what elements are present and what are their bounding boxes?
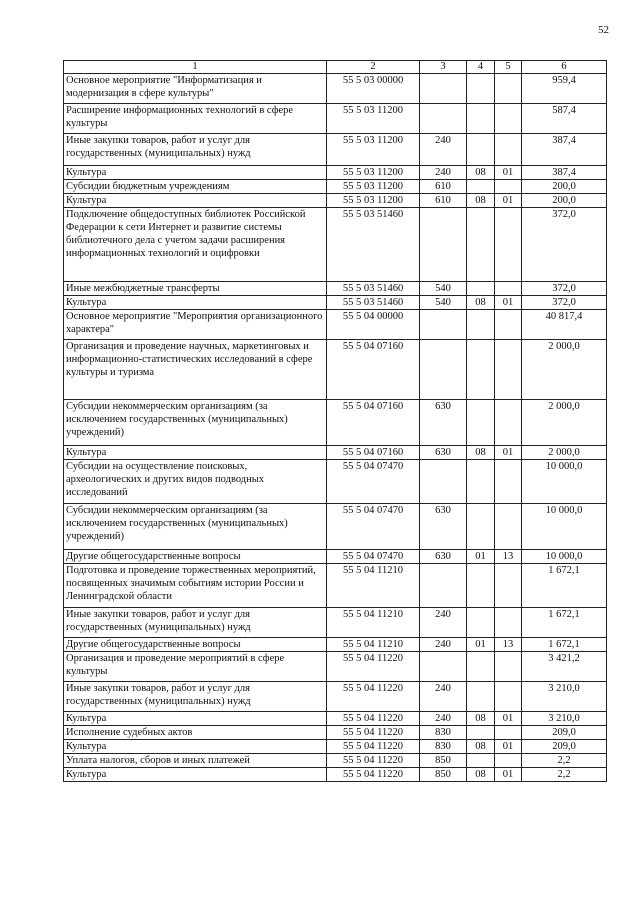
row-code: 55 5 04 11220 xyxy=(327,682,420,712)
row-subsection xyxy=(495,208,522,282)
row-code: 55 5 04 07470 xyxy=(327,550,420,564)
row-amount: 3 210,0 xyxy=(522,712,607,726)
row-code: 55 5 03 11200 xyxy=(327,104,420,134)
row-amount: 2 000,0 xyxy=(522,400,607,446)
row-name: Исполнение судебных актов xyxy=(64,726,327,740)
row-subsection: 13 xyxy=(495,550,522,564)
table-row xyxy=(64,74,607,104)
row-code: 55 5 03 51460 xyxy=(327,296,420,310)
row-code: 55 5 04 11220 xyxy=(327,768,420,782)
table-row xyxy=(64,608,607,638)
table-row xyxy=(64,296,607,310)
row-expense-type: 240 xyxy=(420,134,467,166)
row-section: 08 xyxy=(467,194,495,208)
row-amount: 387,4 xyxy=(522,134,607,166)
row-section: 08 xyxy=(467,296,495,310)
row-code: 55 5 03 11200 xyxy=(327,166,420,180)
table-row xyxy=(64,638,607,652)
table-row xyxy=(64,446,607,460)
table-row xyxy=(64,134,607,166)
table-row xyxy=(64,180,607,194)
row-subsection: 01 xyxy=(495,446,522,460)
row-section: 08 xyxy=(467,768,495,782)
row-amount: 2 000,0 xyxy=(522,446,607,460)
row-expense-type xyxy=(420,74,467,104)
row-expense-type xyxy=(420,310,467,340)
row-amount: 2 000,0 xyxy=(522,340,607,400)
row-expense-type: 850 xyxy=(420,768,467,782)
row-name: Другие общегосударственные вопросы xyxy=(64,638,327,652)
row-expense-type: 630 xyxy=(420,400,467,446)
row-section xyxy=(467,400,495,446)
row-subsection xyxy=(495,134,522,166)
row-subsection xyxy=(495,504,522,550)
table-row xyxy=(64,754,607,768)
row-expense-type: 630 xyxy=(420,504,467,550)
row-section xyxy=(467,754,495,768)
row-code: 55 5 03 51460 xyxy=(327,282,420,296)
row-code: 55 5 04 07470 xyxy=(327,504,420,550)
row-subsection: 01 xyxy=(495,166,522,180)
header-col-1: 1 xyxy=(64,61,327,74)
row-code: 55 5 04 11210 xyxy=(327,608,420,638)
row-name: Культура xyxy=(64,712,327,726)
row-name: Субсидии некоммерческим организациям (за исключением государственных (муниципальных) учреждений) xyxy=(64,400,327,446)
header-col-3: 3 xyxy=(420,61,467,74)
row-subsection xyxy=(495,652,522,682)
row-expense-type: 630 xyxy=(420,550,467,564)
row-code: 55 5 03 11200 xyxy=(327,134,420,166)
row-subsection xyxy=(495,608,522,638)
row-subsection xyxy=(495,564,522,608)
table-row xyxy=(64,310,607,340)
row-name: Расширение информационных технологий в сфере культуры xyxy=(64,104,327,134)
row-expense-type: 240 xyxy=(420,638,467,652)
row-amount: 200,0 xyxy=(522,180,607,194)
row-name: Организация и проведение мероприятий в сфере культуры xyxy=(64,652,327,682)
row-amount: 2,2 xyxy=(522,754,607,768)
row-code: 55 5 04 11210 xyxy=(327,564,420,608)
row-amount: 209,0 xyxy=(522,740,607,754)
row-subsection: 13 xyxy=(495,638,522,652)
row-name: Культура xyxy=(64,166,327,180)
row-name: Иные закупки товаров, работ и услуг для государственных (муниципальных) нужд xyxy=(64,682,327,712)
row-expense-type: 830 xyxy=(420,726,467,740)
row-subsection xyxy=(495,400,522,446)
row-amount: 1 672,1 xyxy=(522,638,607,652)
row-subsection: 01 xyxy=(495,194,522,208)
row-code: 55 5 04 11220 xyxy=(327,712,420,726)
row-name: Культура xyxy=(64,194,327,208)
table-row xyxy=(64,726,607,740)
row-amount: 10 000,0 xyxy=(522,504,607,550)
row-name: Культура xyxy=(64,768,327,782)
row-section xyxy=(467,652,495,682)
row-section xyxy=(467,682,495,712)
row-code: 55 5 04 11220 xyxy=(327,740,420,754)
row-amount: 10 000,0 xyxy=(522,460,607,504)
row-subsection xyxy=(495,726,522,740)
row-amount: 209,0 xyxy=(522,726,607,740)
row-expense-type: 240 xyxy=(420,682,467,712)
row-name: Иные закупки товаров, работ и услуг для государственных (муниципальных) нужд xyxy=(64,134,327,166)
table-row xyxy=(64,740,607,754)
row-section: 01 xyxy=(467,638,495,652)
row-section xyxy=(467,460,495,504)
row-expense-type: 240 xyxy=(420,712,467,726)
row-code: 55 5 04 11220 xyxy=(327,652,420,682)
row-section: 08 xyxy=(467,446,495,460)
row-code: 55 5 03 51460 xyxy=(327,208,420,282)
table-row xyxy=(64,194,607,208)
row-amount: 40 817,4 xyxy=(522,310,607,340)
row-section xyxy=(467,726,495,740)
row-expense-type xyxy=(420,460,467,504)
row-code: 55 5 04 07160 xyxy=(327,446,420,460)
row-code: 55 5 03 00000 xyxy=(327,74,420,104)
table-row xyxy=(64,768,607,782)
row-name: Культура xyxy=(64,296,327,310)
row-name: Субсидии бюджетным учреждениям xyxy=(64,180,327,194)
row-name: Другие общегосударственные вопросы xyxy=(64,550,327,564)
row-name: Подготовка и проведение торжественных мероприятий, посвященных значимым событиям истории России и Ленинградской области xyxy=(64,564,327,608)
row-subsection: 01 xyxy=(495,712,522,726)
row-section xyxy=(467,282,495,296)
row-expense-type: 240 xyxy=(420,166,467,180)
row-amount: 3 421,2 xyxy=(522,652,607,682)
table-row xyxy=(64,550,607,564)
row-code: 55 5 04 00000 xyxy=(327,310,420,340)
row-subsection xyxy=(495,460,522,504)
row-amount: 372,0 xyxy=(522,282,607,296)
row-subsection xyxy=(495,282,522,296)
row-section xyxy=(467,134,495,166)
row-amount: 387,4 xyxy=(522,166,607,180)
row-name: Подключение общедоступных библиотек Российской Федерации к сети Интернет и развитие системы библиотечного дела с учетом задачи расширения информационных технологий и оцифровки xyxy=(64,208,327,282)
row-expense-type: 850 xyxy=(420,754,467,768)
row-expense-type xyxy=(420,652,467,682)
row-amount: 372,0 xyxy=(522,296,607,310)
row-amount: 1 672,1 xyxy=(522,608,607,638)
row-expense-type xyxy=(420,564,467,608)
table-row xyxy=(64,400,607,446)
budget-table xyxy=(63,60,607,782)
table-row xyxy=(64,208,607,282)
row-name: Основное мероприятие "Информатизация и модернизация в сфере культуры" xyxy=(64,74,327,104)
row-amount: 200,0 xyxy=(522,194,607,208)
header-col-2: 2 xyxy=(327,61,420,74)
row-code: 55 5 03 11200 xyxy=(327,180,420,194)
row-name: Основное мероприятие "Мероприятия организационного характера" xyxy=(64,310,327,340)
row-subsection xyxy=(495,74,522,104)
row-amount: 372,0 xyxy=(522,208,607,282)
row-section xyxy=(467,208,495,282)
row-code: 55 5 04 11220 xyxy=(327,754,420,768)
row-code: 55 5 04 07470 xyxy=(327,460,420,504)
row-section: 08 xyxy=(467,166,495,180)
row-amount: 959,4 xyxy=(522,74,607,104)
row-section xyxy=(467,504,495,550)
table-row xyxy=(64,282,607,296)
row-section: 01 xyxy=(467,550,495,564)
row-name: Субсидии на осуществление поисковых, археологических и других видов подводных исследований xyxy=(64,460,327,504)
row-expense-type: 540 xyxy=(420,296,467,310)
page-number: 52 xyxy=(598,24,609,36)
row-code: 55 5 04 07160 xyxy=(327,400,420,446)
row-name: Иные закупки товаров, работ и услуг для государственных (муниципальных) нужд xyxy=(64,608,327,638)
table-header xyxy=(64,61,607,74)
row-subsection xyxy=(495,104,522,134)
row-subsection xyxy=(495,754,522,768)
table-row xyxy=(64,712,607,726)
row-amount: 2,2 xyxy=(522,768,607,782)
row-section xyxy=(467,74,495,104)
row-section xyxy=(467,310,495,340)
row-subsection xyxy=(495,310,522,340)
row-section xyxy=(467,340,495,400)
table-row xyxy=(64,682,607,712)
row-section: 08 xyxy=(467,740,495,754)
row-code: 55 5 04 07160 xyxy=(327,340,420,400)
row-subsection: 01 xyxy=(495,740,522,754)
row-expense-type xyxy=(420,208,467,282)
table-row xyxy=(64,104,607,134)
row-amount: 3 210,0 xyxy=(522,682,607,712)
header-col-4: 4 xyxy=(467,61,495,74)
table-row xyxy=(64,340,607,400)
row-section xyxy=(467,564,495,608)
row-section xyxy=(467,104,495,134)
row-name: Иные межбюджетные трансферты xyxy=(64,282,327,296)
table-body xyxy=(64,74,607,782)
row-section xyxy=(467,608,495,638)
table-row xyxy=(64,460,607,504)
row-name: Культура xyxy=(64,446,327,460)
row-name: Культура xyxy=(64,740,327,754)
row-amount: 587,4 xyxy=(522,104,607,134)
row-expense-type: 630 xyxy=(420,446,467,460)
row-expense-type: 610 xyxy=(420,194,467,208)
header-row xyxy=(64,61,607,74)
row-expense-type: 240 xyxy=(420,608,467,638)
row-expense-type: 610 xyxy=(420,180,467,194)
row-amount: 10 000,0 xyxy=(522,550,607,564)
row-expense-type xyxy=(420,340,467,400)
row-subsection: 01 xyxy=(495,768,522,782)
row-expense-type xyxy=(420,104,467,134)
table-row xyxy=(64,652,607,682)
table-row xyxy=(64,166,607,180)
table-row xyxy=(64,504,607,550)
row-section xyxy=(467,180,495,194)
row-expense-type: 830 xyxy=(420,740,467,754)
row-name: Организация и проведение научных, маркетинговых и информационно-статистических исследований в сфере культуры и туризма xyxy=(64,340,327,400)
row-subsection xyxy=(495,340,522,400)
row-name: Уплата налогов, сборов и иных платежей xyxy=(64,754,327,768)
row-code: 55 5 04 11220 xyxy=(327,726,420,740)
row-name: Субсидии некоммерческим организациям (за исключением государственных (муниципальных) учреждений) xyxy=(64,504,327,550)
table-row xyxy=(64,564,607,608)
row-amount: 1 672,1 xyxy=(522,564,607,608)
row-section: 08 xyxy=(467,712,495,726)
row-code: 55 5 04 11210 xyxy=(327,638,420,652)
row-subsection: 01 xyxy=(495,296,522,310)
row-expense-type: 540 xyxy=(420,282,467,296)
row-subsection xyxy=(495,682,522,712)
header-col-5: 5 xyxy=(495,61,522,74)
row-code: 55 5 03 11200 xyxy=(327,194,420,208)
row-subsection xyxy=(495,180,522,194)
header-col-6: 6 xyxy=(522,61,607,74)
